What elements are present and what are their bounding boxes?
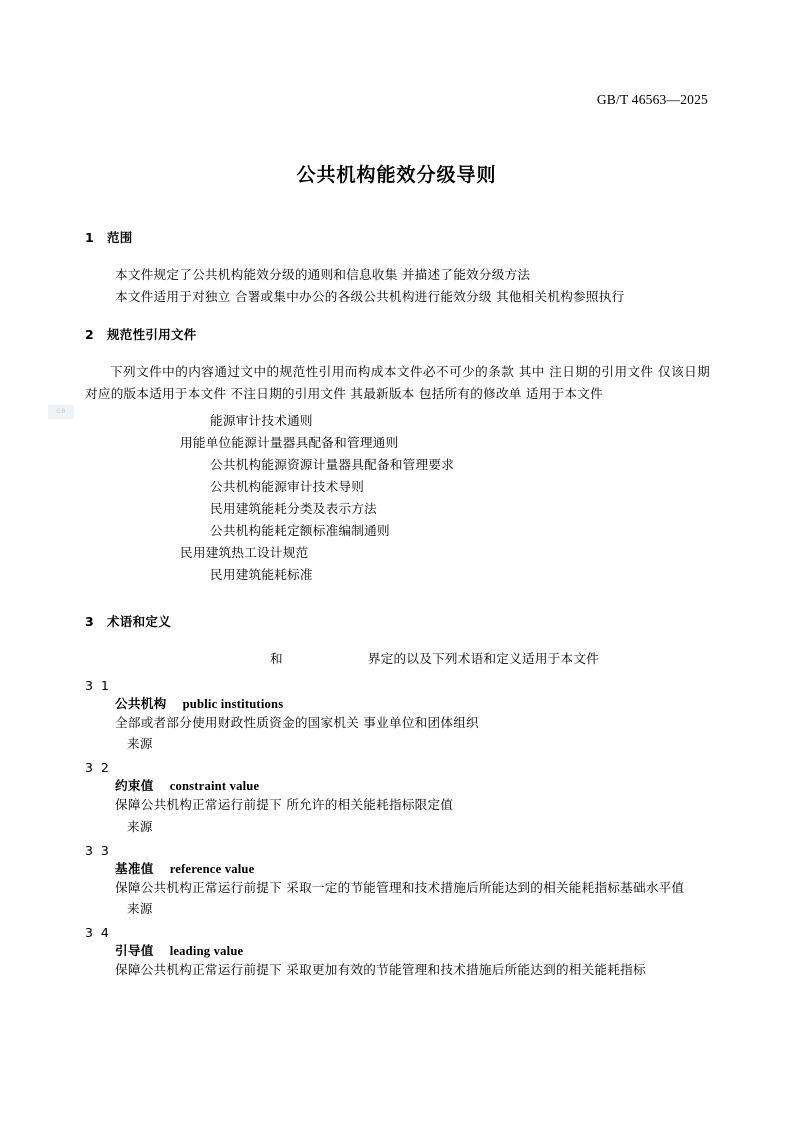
list-item: 公共机构能源资源计量器具配备和管理要求 bbox=[210, 457, 455, 472]
clause-1-title: 范围 bbox=[107, 230, 133, 245]
term-number: 3 2 bbox=[85, 760, 111, 775]
list-item: 公共机构能耗定额标准编制通则 bbox=[210, 523, 390, 538]
clause-1-paragraph-1: 本文件规定了公共机构能效分级的通则和信息收集 并描述了能效分级方法 bbox=[115, 267, 531, 282]
clause-1-number: 1 bbox=[85, 230, 94, 245]
term-number: 3 4 bbox=[85, 925, 111, 940]
term-name bbox=[115, 940, 710, 959]
document-body bbox=[85, 228, 710, 981]
margin-watermark-label: GB bbox=[56, 408, 66, 415]
term-name-en: constraint value bbox=[169, 779, 260, 793]
term-source: 来源 bbox=[127, 901, 153, 916]
list-item: 公共机构能源审计技术导则 bbox=[210, 479, 365, 494]
clause-3-number: 3 bbox=[85, 614, 94, 629]
term-definition: 保障公共机构正常运行前提下 采取更加有效的节能管理和技术措施后所能达到的相关能耗指标 bbox=[115, 962, 646, 977]
clause-3-heading bbox=[85, 612, 710, 630]
clause-2-paragraph-1: 下列文件中的内容通过文中的规范性引用而构成本文件必不可少的条款 其中 注日期的引用文件 仅该日期对应的版本适用于本文件 不注日期的引用文件 其最新版本 包括所有的修改单 适用于本文件 bbox=[85, 364, 710, 401]
term-name-en: leading value bbox=[169, 944, 244, 958]
term-entry-3-2 bbox=[85, 760, 710, 835]
term-name-cn: 公共机构 bbox=[115, 695, 167, 711]
term-number: 3 1 bbox=[85, 677, 111, 693]
term-name-cn: 引导值 bbox=[115, 943, 154, 958]
clause-3-lead-text: 界定的以及下列术语和定义适用于本文件 bbox=[367, 651, 600, 666]
clause-2-number: 2 bbox=[85, 327, 94, 342]
clause-3-lead-conjunction: 和 bbox=[270, 651, 283, 666]
term-name bbox=[115, 858, 710, 877]
term-name bbox=[115, 775, 710, 794]
list-item: 用能单位能源计量器具配备和管理通则 bbox=[180, 435, 399, 450]
term-definition: 全部或者部分使用财政性质资金的国家机关 事业单位和团体组织 bbox=[115, 714, 479, 730]
term-name bbox=[115, 693, 710, 712]
term-name-cn: 约束值 bbox=[115, 778, 154, 793]
clause-1-heading bbox=[85, 228, 710, 246]
list-item: 民用建筑热工设计规范 bbox=[180, 545, 309, 560]
term-source: 来源 bbox=[127, 736, 153, 751]
list-item: 能源审计技术通则 bbox=[210, 413, 313, 428]
term-name-cn: 基准值 bbox=[115, 860, 154, 876]
list-item: 民用建筑能耗标准 bbox=[210, 567, 313, 582]
margin-watermark bbox=[48, 405, 74, 419]
term-source: 来源 bbox=[127, 818, 153, 834]
term-number: 3 3 bbox=[85, 842, 111, 858]
page-header-standard-number: GB/T 46563—2025 bbox=[596, 92, 708, 107]
clause-3-title: 术语和定义 bbox=[107, 614, 172, 629]
list-item: 民用建筑能耗分类及表示方法 bbox=[210, 501, 377, 516]
term-name-en: public institutions bbox=[182, 696, 284, 711]
clause-2-heading bbox=[85, 325, 710, 343]
clause-3-lead-paragraph bbox=[210, 648, 710, 670]
normative-references-list bbox=[85, 410, 710, 586]
clause-1-paragraph-2: 本文件适用于对独立 合署或集中办公的各级公共机构进行能效分级 其他相关机构参照执行 bbox=[115, 288, 625, 304]
term-entry-3-1 bbox=[85, 678, 710, 753]
term-definition: 保障公共机构正常运行前提下 采取一定的节能管理和技术措施后所能达到的相关能耗指标基础水平值 bbox=[115, 879, 685, 895]
term-entry-3-4 bbox=[85, 925, 710, 981]
page-title: 公共机构能效分级导则 bbox=[296, 164, 497, 186]
term-entry-3-3 bbox=[85, 843, 710, 918]
clause-2-title: 规范性引用文件 bbox=[107, 327, 197, 342]
term-definition: 保障公共机构正常运行前提下 所允许的相关能耗指标限定值 bbox=[115, 797, 454, 812]
term-name-en: reference value bbox=[169, 861, 255, 876]
